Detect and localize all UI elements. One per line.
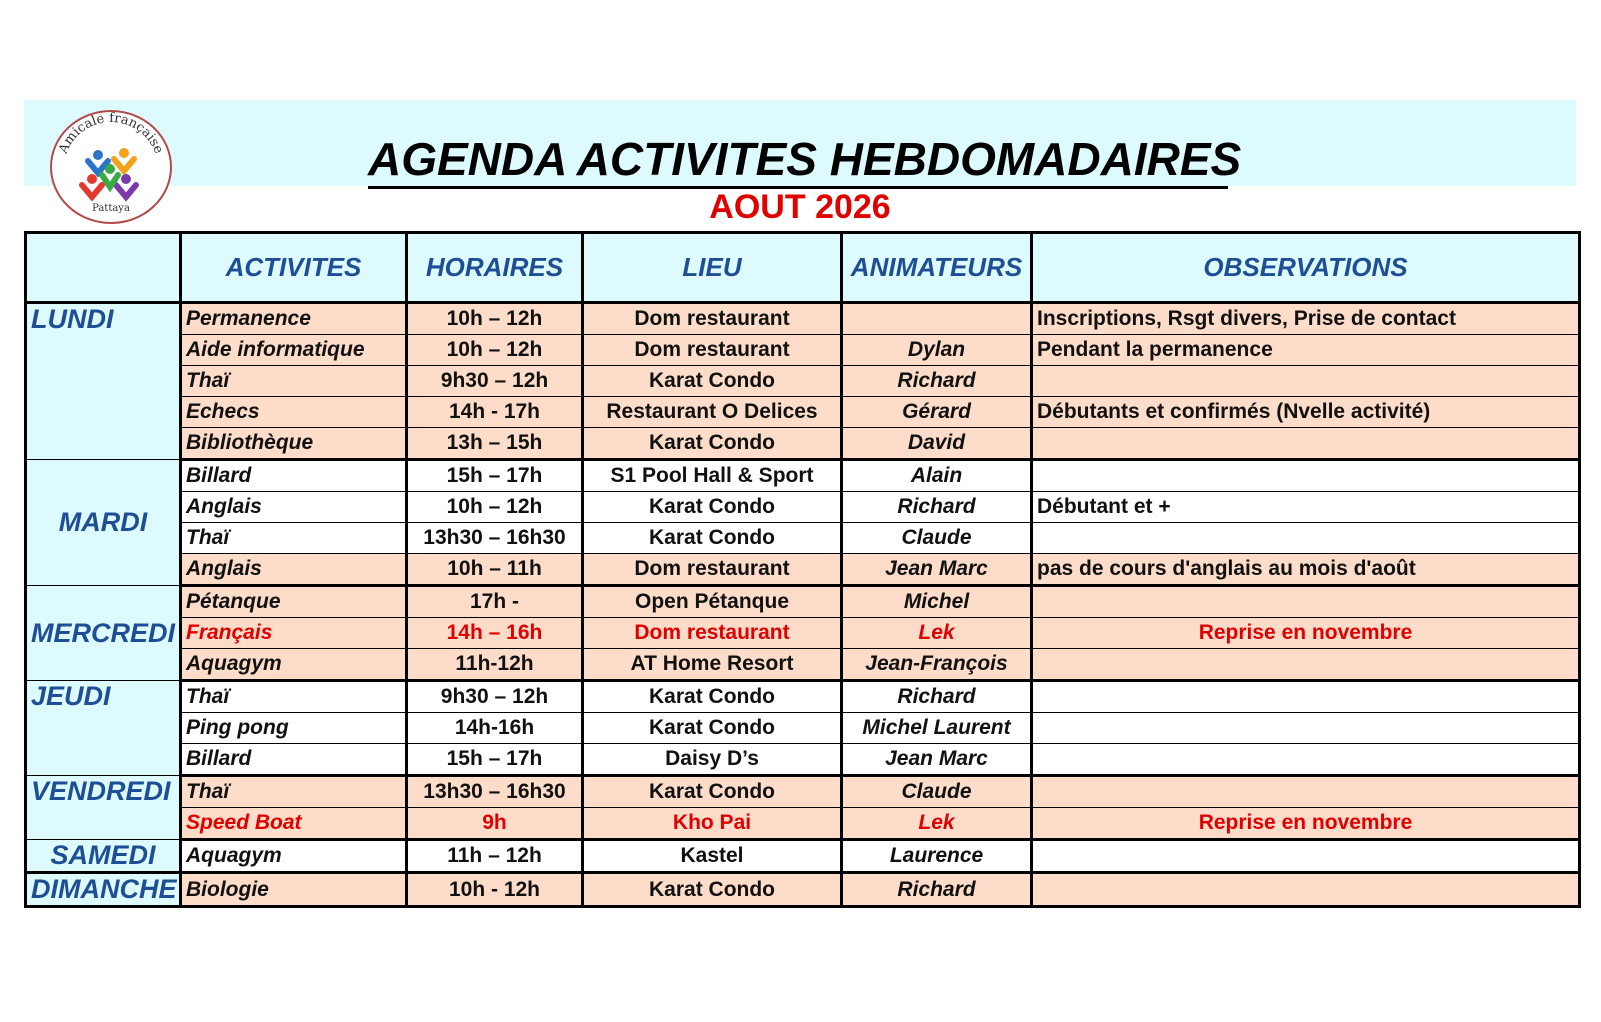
observation-cell: [1032, 586, 1580, 618]
day-dimanche: DIMANCHE: [26, 873, 181, 907]
location-cell: S1 Pool Hall & Sport: [583, 460, 842, 492]
observation-cell: [1032, 776, 1580, 808]
location-cell: Karat Condo: [583, 776, 842, 808]
observation-cell: [1032, 649, 1580, 681]
schedule-cell: 9h: [407, 808, 583, 840]
observation-cell: [1032, 523, 1580, 554]
table-row: [26, 523, 1580, 554]
schedule-cell: 9h30 – 12h: [407, 681, 583, 713]
day-mercredi: MERCREDI: [26, 586, 181, 681]
observation-cell: Pendant la permanence: [1032, 335, 1580, 366]
location-cell: Karat Condo: [583, 492, 842, 523]
location-cell: Dom restaurant: [583, 554, 842, 586]
host-cell: Michel: [842, 586, 1032, 618]
table-row: [26, 681, 1580, 713]
schedule-cell: 15h – 17h: [407, 744, 583, 776]
table-row: [26, 744, 1580, 776]
host-cell: Alain: [842, 460, 1032, 492]
observation-cell: [1032, 744, 1580, 776]
table-row: [26, 335, 1580, 366]
observation-cell: [1032, 428, 1580, 460]
table-row: [26, 840, 1580, 873]
page-subtitle: AOUT 2026: [709, 188, 891, 226]
logo-icon: [46, 107, 176, 227]
schedule-cell: 10h – 12h: [407, 303, 583, 335]
location-cell: Restaurant O Delices: [583, 397, 842, 428]
activity-cell: Aquagym: [181, 649, 407, 681]
activity-cell: Ping pong: [181, 713, 407, 744]
activity-cell: Speed Boat: [181, 808, 407, 840]
table-row: [26, 649, 1580, 681]
observation-cell: [1032, 366, 1580, 397]
location-cell: Dom restaurant: [583, 303, 842, 335]
day-jeudi: JEUDI: [26, 681, 181, 776]
day-lundi: LUNDI: [26, 303, 181, 460]
location-cell: Open Pétanque: [583, 586, 842, 618]
host-cell: Laurence: [842, 840, 1032, 873]
schedule-cell: 14h-16h: [407, 713, 583, 744]
table-row: [26, 586, 1580, 618]
host-cell: [842, 303, 1032, 335]
activity-cell: Thaï: [181, 776, 407, 808]
activity-cell: Aquagym: [181, 840, 407, 873]
host-cell: David: [842, 428, 1032, 460]
host-cell: Claude: [842, 776, 1032, 808]
header-day-cell: [26, 233, 181, 303]
observation-cell: [1032, 713, 1580, 744]
host-cell: Claude: [842, 523, 1032, 554]
activity-cell: Permanence: [181, 303, 407, 335]
observation-cell: [1032, 840, 1580, 873]
observation-cell: Reprise en novembre: [1032, 808, 1580, 840]
location-cell: Karat Condo: [583, 428, 842, 460]
schedule-cell: 11h – 12h: [407, 840, 583, 873]
observation-cell: [1032, 681, 1580, 713]
table-row: [26, 428, 1580, 460]
day-vendredi: VENDREDI: [26, 776, 181, 840]
table-row: [26, 366, 1580, 397]
logo-text-top: Amicale française: [56, 110, 166, 156]
schedule-cell: 11h-12h: [407, 649, 583, 681]
logo-text-bottom: Pattaya: [92, 203, 130, 214]
activity-cell: Anglais: [181, 554, 407, 586]
observation-cell: Reprise en novembre: [1032, 618, 1580, 649]
observation-cell: [1032, 460, 1580, 492]
schedule-cell: 15h – 17h: [407, 460, 583, 492]
host-cell: Richard: [842, 873, 1032, 907]
host-cell: Dylan: [842, 335, 1032, 366]
table-row: [26, 873, 1580, 907]
activity-cell: Anglais: [181, 492, 407, 523]
location-cell: Karat Condo: [583, 366, 842, 397]
schedule-cell: 9h30 – 12h: [407, 366, 583, 397]
location-cell: Kho Pai: [583, 808, 842, 840]
activity-cell: Thaï: [181, 523, 407, 554]
schedule-cell: 14h – 16h: [407, 618, 583, 649]
schedule-cell: 13h30 – 16h30: [407, 523, 583, 554]
table-row: [26, 492, 1580, 523]
header-activites: ACTIVITES: [181, 233, 407, 303]
day-mardi: MARDI: [26, 460, 181, 586]
table-row: [26, 713, 1580, 744]
day-samedi: SAMEDI: [26, 840, 181, 873]
activity-cell: Bibliothèque: [181, 428, 407, 460]
schedule-cell: 13h – 15h: [407, 428, 583, 460]
schedule-cell: 14h - 17h: [407, 397, 583, 428]
amicale-logo: [46, 107, 176, 227]
agenda-table: [24, 231, 1581, 908]
schedule-cell: 10h – 11h: [407, 554, 583, 586]
activity-cell: Billard: [181, 460, 407, 492]
table-row: [26, 303, 1580, 335]
activity-cell: Aide informatique: [181, 335, 407, 366]
header-horaires: HORAIRES: [407, 233, 583, 303]
activity-cell: Thaï: [181, 681, 407, 713]
table-row: [26, 808, 1580, 840]
observation-cell: [1032, 873, 1580, 907]
location-cell: Karat Condo: [583, 713, 842, 744]
table-row: [26, 397, 1580, 428]
host-cell: Richard: [842, 492, 1032, 523]
table-row: [26, 460, 1580, 492]
host-cell: Michel Laurent: [842, 713, 1032, 744]
host-cell: Jean Marc: [842, 744, 1032, 776]
activity-cell: Echecs: [181, 397, 407, 428]
schedule-cell: 10h - 12h: [407, 873, 583, 907]
location-cell: Kastel: [583, 840, 842, 873]
schedule-cell: 10h – 12h: [407, 492, 583, 523]
activity-cell: Français: [181, 618, 407, 649]
location-cell: AT Home Resort: [583, 649, 842, 681]
host-cell: Richard: [842, 366, 1032, 397]
location-cell: Karat Condo: [583, 681, 842, 713]
activity-cell: Pétanque: [181, 586, 407, 618]
host-cell: Gérard: [842, 397, 1032, 428]
table-row: [26, 618, 1580, 649]
host-cell: Lek: [842, 808, 1032, 840]
table-row: [26, 554, 1580, 586]
activity-cell: Billard: [181, 744, 407, 776]
location-cell: Dom restaurant: [583, 335, 842, 366]
observation-cell: Débutants et confirmés (Nvelle activité): [1032, 397, 1580, 428]
header-observations: OBSERVATIONS: [1032, 233, 1580, 303]
schedule-cell: 17h -: [407, 586, 583, 618]
header-animateurs: ANIMATEURS: [842, 233, 1032, 303]
host-cell: Jean-François: [842, 649, 1032, 681]
activity-cell: Thaï: [181, 366, 407, 397]
activity-cell: Biologie: [181, 873, 407, 907]
location-cell: Dom restaurant: [583, 618, 842, 649]
table-row: [26, 776, 1580, 808]
location-cell: Karat Condo: [583, 523, 842, 554]
location-cell: Karat Condo: [583, 873, 842, 907]
schedule-cell: 10h – 12h: [407, 335, 583, 366]
host-cell: Lek: [842, 618, 1032, 649]
header-lieu: LIEU: [583, 233, 842, 303]
observation-cell: Débutant et +: [1032, 492, 1580, 523]
observation-cell: Inscriptions, Rsgt divers, Prise de contact: [1032, 303, 1580, 335]
table-header-row: [26, 233, 1580, 303]
observation-cell: pas de cours d'anglais au mois d'août: [1032, 554, 1580, 586]
host-cell: Jean Marc: [842, 554, 1032, 586]
schedule-cell: 13h30 – 16h30: [407, 776, 583, 808]
host-cell: Richard: [842, 681, 1032, 713]
location-cell: Daisy D’s: [583, 744, 842, 776]
page-title: AGENDA ACTIVITES HEBDOMADAIRES: [368, 133, 1242, 185]
